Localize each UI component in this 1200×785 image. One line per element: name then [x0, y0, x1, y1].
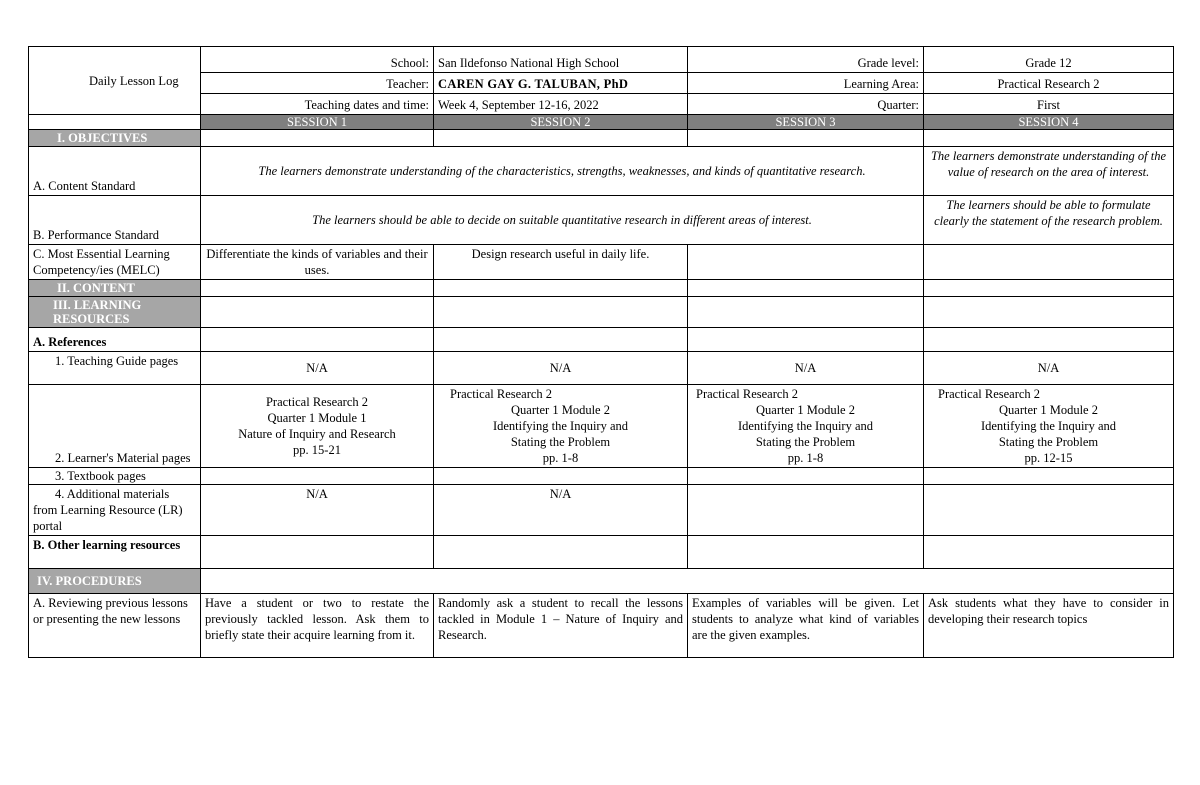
- procedures-heading: IV. PROCEDURES: [29, 569, 201, 594]
- learners-material-session-2: [434, 385, 688, 468]
- references-empty-cell: [434, 328, 688, 352]
- reviewing-lessons-label: A. Reviewing previous lessons or presenting the new lessons: [29, 594, 201, 658]
- daily-lesson-log-table: [28, 46, 1174, 658]
- lm-s1-title: Practical Research 2: [265, 395, 369, 409]
- other-resources-label: B. Other learning resources: [29, 536, 201, 569]
- teaching-guide-session-2: N/A: [434, 352, 688, 385]
- lm-s4-topic: Identifying the Inquiry and: [980, 419, 1117, 433]
- lm-s4-title: Practical Research 2: [938, 387, 1041, 401]
- melc-session-4: [924, 245, 1174, 280]
- lm-s4-pages: pp. 12-15: [1024, 451, 1073, 465]
- content-standard-label: A. Content Standard: [29, 147, 201, 196]
- reviewing-session-3: Examples of variables will be given. Let students to analyze what kind of variables are the given examples.: [688, 594, 924, 658]
- learners-material-session-4: [924, 385, 1174, 468]
- learners-material-session-3: [688, 385, 924, 468]
- reviewing-session-4: Ask students what they have to consider in developing their research topics: [924, 594, 1174, 658]
- lm-s1-module: Quarter 1 Module 1: [267, 411, 367, 425]
- session-4-header: SESSION 4: [924, 115, 1174, 130]
- textbook-label: 3. Textbook pages: [29, 468, 201, 485]
- teaching-dates-label: Teaching dates and time:: [201, 94, 434, 115]
- lm-s2-topic-cont: Stating the Problem: [510, 435, 611, 449]
- melc-session-2: Design research useful in daily life.: [434, 245, 688, 280]
- content-standard-session-4: The learners demonstrate understanding of the value of research on the area of interest.: [924, 147, 1174, 196]
- learning-resources-heading: III. LEARNING RESOURCES: [29, 297, 201, 328]
- additional-materials-label: 4. Additional materials from Learning Resource (LR) portal: [29, 485, 201, 536]
- textbook-empty-cell: [924, 468, 1174, 485]
- melc-session-1: Differentiate the kinds of variables and their uses.: [201, 245, 434, 280]
- additional-materials-session-3: [688, 485, 924, 536]
- objectives-empty-cell: [688, 130, 924, 147]
- performance-standard-sessions-1-3: The learners should be able to decide on suitable quantitative research in different areas of interest.: [201, 196, 924, 245]
- lm-s2-topic: Identifying the Inquiry and: [492, 419, 629, 433]
- other-resources-empty-cell: [201, 536, 434, 569]
- lm-s3-module: Quarter 1 Module 2: [756, 403, 855, 417]
- procedures-empty-cell: [201, 569, 1174, 594]
- session-1-header: SESSION 1: [201, 115, 434, 130]
- session-3-header: SESSION 3: [688, 115, 924, 130]
- log-title: Daily Lesson Log: [29, 47, 201, 115]
- reviewing-session-1: Have a student or two to restate the previously tackled lesson. Ask them to briefly state their acquire learning from it.: [201, 594, 434, 658]
- lm-s3-topic: Identifying the Inquiry and: [737, 419, 874, 433]
- lm-s4-topic-cont: Stating the Problem: [998, 435, 1099, 449]
- lm-s3-pages: pp. 1-8: [787, 451, 824, 465]
- other-resources-empty-cell: [434, 536, 688, 569]
- teaching-guide-session-1: N/A: [201, 352, 434, 385]
- teaching-guide-session-4: N/A: [924, 352, 1174, 385]
- melc-session-3: [688, 245, 924, 280]
- resources-empty-cell: [688, 297, 924, 328]
- lm-s3-topic-cont: Stating the Problem: [755, 435, 856, 449]
- teaching-dates-value: Week 4, September 12-16, 2022: [434, 94, 688, 115]
- objectives-empty-cell: [201, 130, 434, 147]
- content-empty-cell: [688, 280, 924, 297]
- performance-standard-label: B. Performance Standard: [29, 196, 201, 245]
- other-resources-empty-cell: [688, 536, 924, 569]
- lm-s2-title: Practical Research 2: [450, 387, 553, 401]
- teacher-value: CAREN GAY G. TALUBAN, PhD: [434, 73, 688, 94]
- other-resources-empty-cell: [924, 536, 1174, 569]
- reviewing-session-2: Randomly ask a student to recall the lessons tackled in Module 1 – Nature of Inquiry and Research.: [434, 594, 688, 658]
- lm-s2-pages: pp. 1-8: [542, 451, 579, 465]
- teaching-guide-label: 1. Teaching Guide pages: [29, 352, 201, 385]
- textbook-empty-cell: [201, 468, 434, 485]
- learning-area-value: Practical Research 2: [924, 73, 1174, 94]
- content-empty-cell: [434, 280, 688, 297]
- content-heading: II. CONTENT: [29, 280, 201, 297]
- additional-materials-session-2: N/A: [434, 485, 688, 536]
- learners-material-label: 2. Learner's Material pages: [29, 385, 201, 468]
- teaching-guide-session-3: N/A: [688, 352, 924, 385]
- learners-material-session-1: [201, 385, 434, 468]
- session-2-header: SESSION 2: [434, 115, 688, 130]
- lm-s1-topic: Nature of Inquiry and Research: [238, 427, 396, 441]
- grade-level-value: Grade 12: [924, 47, 1174, 73]
- resources-empty-cell: [434, 297, 688, 328]
- melc-label: C. Most Essential Learning Competency/ies (MELC): [29, 245, 201, 280]
- lm-s2-module: Quarter 1 Module 2: [511, 403, 610, 417]
- resources-empty-cell: [924, 297, 1174, 328]
- additional-materials-session-4: [924, 485, 1174, 536]
- textbook-empty-cell: [434, 468, 688, 485]
- quarter-value: First: [924, 94, 1174, 115]
- content-empty-cell: [201, 280, 434, 297]
- objectives-heading: I. OBJECTIVES: [29, 130, 201, 147]
- quarter-label: Quarter:: [688, 94, 924, 115]
- references-empty-cell: [688, 328, 924, 352]
- references-empty-cell: [201, 328, 434, 352]
- textbook-empty-cell: [688, 468, 924, 485]
- lm-s3-title: Practical Research 2: [696, 387, 799, 401]
- lm-s1-pages: pp. 15-21: [293, 443, 341, 457]
- objectives-empty-cell: [434, 130, 688, 147]
- school-value: San Ildefonso National High School: [434, 47, 688, 73]
- references-label: A. References: [29, 328, 201, 352]
- lm-s4-module: Quarter 1 Module 2: [999, 403, 1098, 417]
- references-empty-cell: [924, 328, 1174, 352]
- content-standard-sessions-1-3: The learners demonstrate understanding of the characteristics, strengths, weaknesses, and kinds of quantitative research.: [201, 147, 924, 196]
- teacher-label: Teacher:: [201, 73, 434, 94]
- additional-materials-session-1: N/A: [201, 485, 434, 536]
- learning-area-label: Learning Area:: [688, 73, 924, 94]
- content-empty-cell: [924, 280, 1174, 297]
- objectives-empty-cell: [924, 130, 1174, 147]
- session-bar-spacer: [29, 115, 201, 130]
- grade-level-label: Grade level:: [688, 47, 924, 73]
- resources-empty-cell: [201, 297, 434, 328]
- school-label: School:: [201, 47, 434, 73]
- performance-standard-session-4: The learners should be able to formulate clearly the statement of the research problem.: [924, 196, 1174, 245]
